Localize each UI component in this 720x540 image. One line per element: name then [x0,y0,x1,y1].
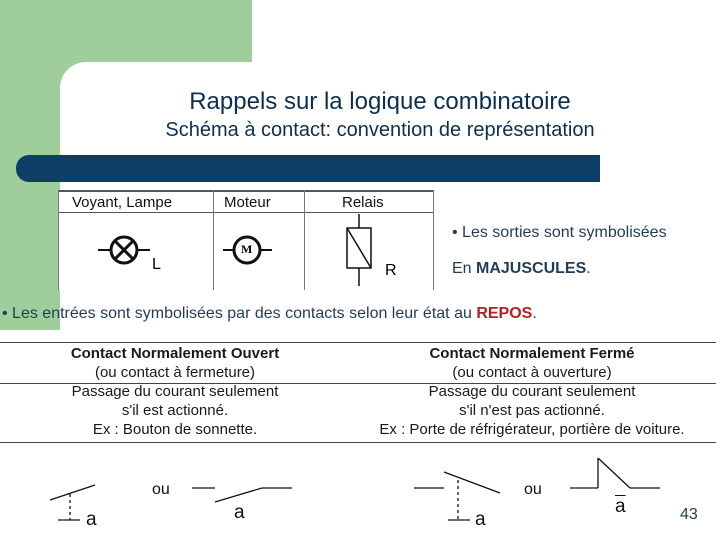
column-title: Contact Normalement Ouvert [70,345,280,362]
column-desc: s'il est actionné. [121,402,229,419]
inputs-emphasis: REPOS [476,305,533,322]
or-label: ou [152,481,170,498]
table-rule [0,342,716,343]
column-example: Ex : Porte de réfrigérateur, portière de voiture. [379,421,685,438]
outputs-line-2: En MAJUSCULES. [452,260,591,277]
no-contact-horizontal-icon [192,488,292,502]
nc-contact-horizontal-icon [570,458,660,488]
column-title: Contact Normalement Fermé [429,345,635,362]
nc-contact-vertical-icon [414,472,500,520]
contact-symbols [0,450,720,540]
contact-label-a: a [86,509,97,530]
relay-letter: R [385,262,397,279]
output-symbols-table [58,190,434,290]
inputs-line: • Les entrées sont symbolisées par des contacts selon leur état au REPOS. [2,305,537,322]
column-subtitle: (ou contact à fermeture) [94,364,256,381]
slide-title: Rappels sur la logique combinatoire [189,88,571,115]
relay-coil-icon [347,214,371,286]
column-subtitle: (ou contact à ouverture) [452,364,612,381]
lamp-icon [98,237,150,263]
contact-label-a: a [475,509,486,530]
motor-letter: M [241,242,253,256]
contact-label-a-bar: $\overline{a}$ [615,496,626,517]
column-example: Ex : Bouton de sonnette. [92,421,258,438]
outputs-emphasis: MAJUSCULES [476,260,587,277]
header-lamp: Voyant, Lampe [72,194,173,211]
column-desc: Passage du courant seulement [71,383,279,400]
outputs-line-1: • Les sorties sont symbolisées [452,224,667,241]
column-desc: Passage du courant seulement [428,383,636,400]
slide-subtitle: Schéma à contact: convention de représentation [165,119,595,141]
contact-label-a: a [234,502,245,523]
title-divider-bar [16,155,600,182]
lamp-letter: L [152,256,161,273]
nc-closed-column [352,344,712,439]
column-desc: s'il n'est pas actionné. [459,402,605,419]
table-rule [0,442,716,443]
header-relay: Relais [342,194,384,211]
or-label: ou [524,481,542,498]
nc-open-column [20,344,330,439]
header-motor: Moteur [224,194,271,211]
page-number: 43 [680,506,698,523]
